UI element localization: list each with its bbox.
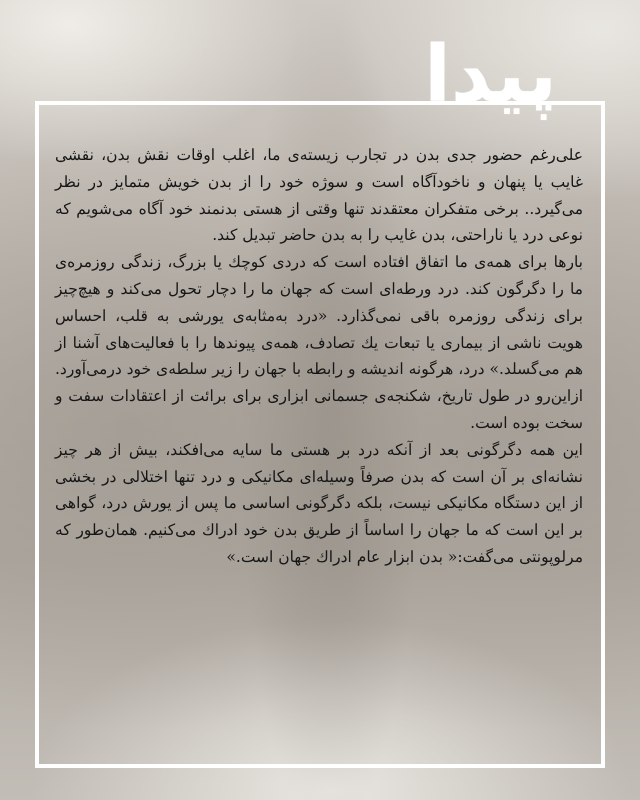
paragraph-2: بارها برای همه‌ی ما اتفاق افتاده است که دردی کوچك یا بزرگ، زندگی روزمره‌ی ما را دگرگون کند. درد ورطه‌ای است که جهان ما را دچار تحول می‌کند و هیچ‌چیز برای زندگی روزمره باقی نمی‌گذارد. «درد به‌مثابه‌ی یورشی به قلب، احساس هویت ناشی از بیماری یا تبعات یك تصادف، همه‌ی پیوندها را با فعالیت‌های آشنا از هم می‌گسلد.» درد، هرگونه اندیشه و رابطه با جهان را زیر سلطه‌ی خود درمی‌آورد. ازاین‌رو در طول تاریخ، شکنجه‌ی جسمانی ابزاری برای برائت از اعتقادات سفت و سخت بوده است. <box>55 253 583 432</box>
paragraph-3: این همه دگرگونی بعد از آنکه درد بر هستی ما سایه می‌افکند، بیش از هر چیز نشانه‌ای بر آن است که بدن صرفاً وسیله‌ای مکانیکی و درد تنها اختلالی در بخشی از این دستگاه مکانیکی نیست، بلکه دگرگونی اساسی ما پس از یورش درد، گواهی بر این است که ما جهان را اساساً از طریق بدن خود ادراك می‌کنیم. همان‌طور که مرلوپونتی می‌گفت:« بدن ابزار عام ادراك جهان است.» <box>55 440 583 566</box>
page-title: پیدا <box>424 30 557 120</box>
article-body <box>55 142 583 571</box>
paragraph-1: علی‌رغم حضور جدی بدن در تجارب زیسته‌ی ما، اغلب اوقات نقش بدن، نقشی غایب یا پنهان و ناخودآگاه است و سوژه خود را از بدن خویش متمایز در نظر می‌گیرد.. برخی متفکران معتقدند تنها وقتی از هستی بدنمند خود آگاه می‌شویم که نوعی درد یا ناراحتی، بدن غایب را به بدن حاضر تبدیل کند. <box>55 146 583 245</box>
